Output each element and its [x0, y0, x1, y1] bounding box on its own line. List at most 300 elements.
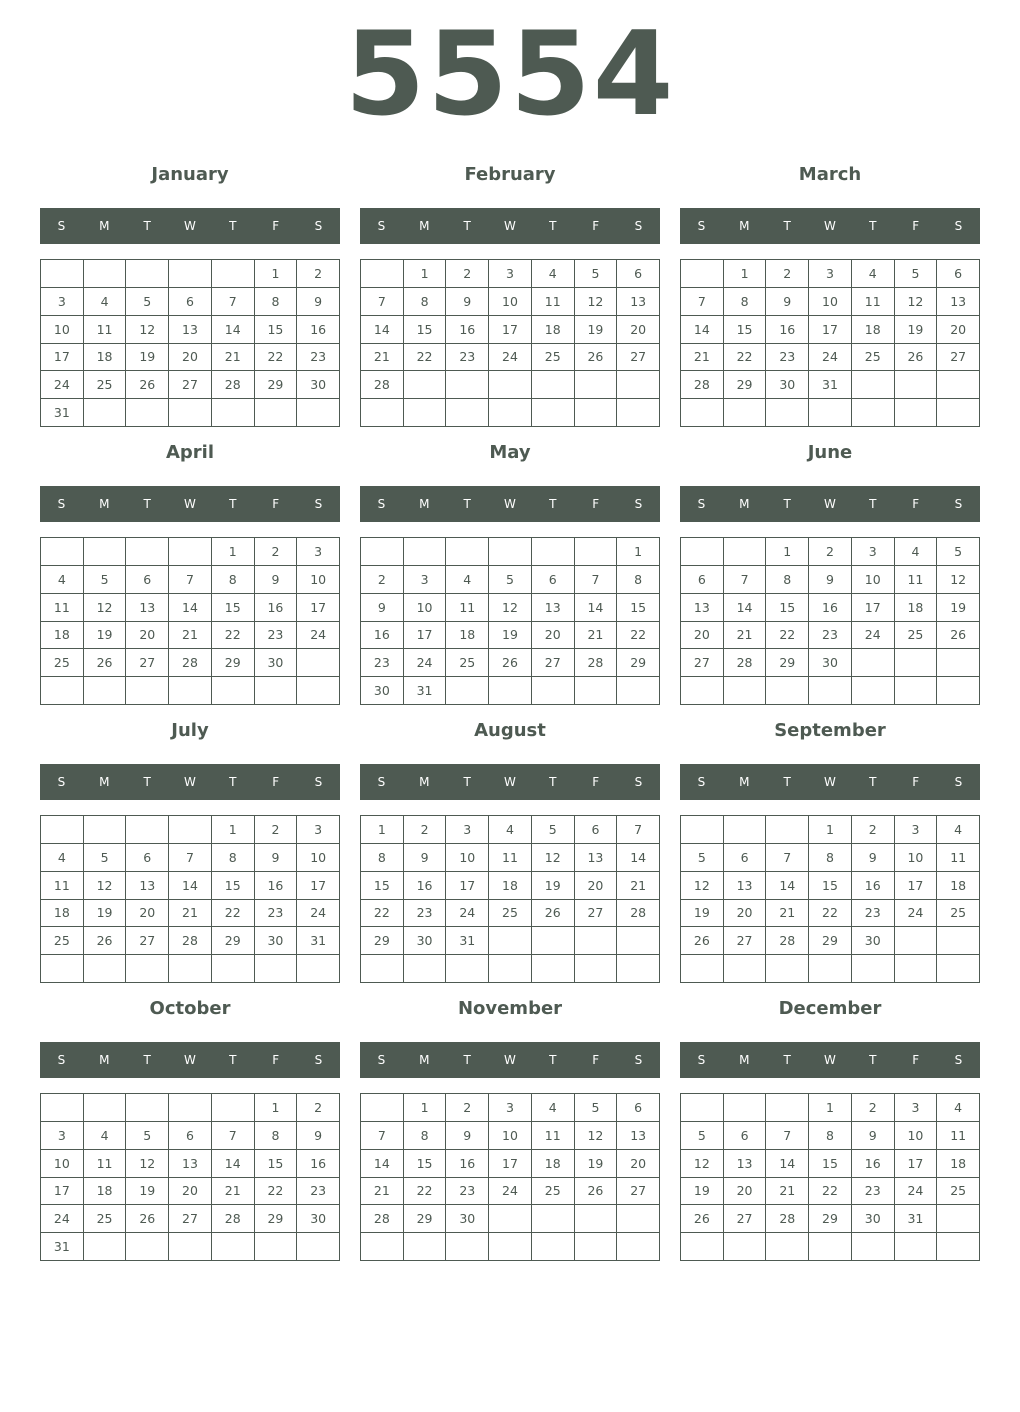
day-cell: 11 [84, 316, 127, 344]
weekday-header: S [954, 219, 963, 233]
empty-cell [937, 399, 980, 427]
day-cell: 10 [895, 1122, 938, 1150]
month-name: March [798, 164, 862, 185]
weekday-header: M [99, 1053, 110, 1067]
day-cell: 20 [126, 622, 169, 650]
day-cell: 18 [937, 1150, 980, 1178]
day-cell: 7 [681, 288, 724, 316]
day-cell: 3 [404, 566, 447, 594]
day-cell: 21 [169, 622, 212, 650]
weekday-header: F [592, 1053, 600, 1067]
day-cell: 18 [895, 594, 938, 622]
empty-cell [575, 1205, 618, 1233]
month-march [680, 160, 980, 430]
weekday-header: M [419, 1053, 430, 1067]
day-cell: 2 [404, 816, 447, 844]
empty-cell [681, 816, 724, 844]
day-cell: 29 [766, 649, 809, 677]
day-cell: 29 [809, 1205, 852, 1233]
day-cell: 4 [852, 260, 895, 288]
day-cell: 4 [446, 566, 489, 594]
weekday-header: T [463, 1053, 471, 1067]
day-cell: 14 [617, 844, 660, 872]
empty-cell [895, 1233, 938, 1261]
empty-cell [41, 677, 84, 705]
empty-cell [766, 1233, 809, 1261]
day-cell: 13 [575, 844, 618, 872]
day-cell: 16 [766, 316, 809, 344]
day-cell: 15 [212, 594, 255, 622]
day-cell: 17 [41, 1178, 84, 1206]
empty-cell [446, 677, 489, 705]
day-cell: 5 [84, 844, 127, 872]
empty-cell [41, 1094, 84, 1122]
year-title: 5554 [344, 7, 676, 142]
weekday-header: S [57, 1053, 66, 1067]
weekday-header: W [824, 775, 836, 789]
weekday-header: T [783, 219, 791, 233]
day-cell: 8 [361, 844, 404, 872]
weekday-header: F [592, 219, 600, 233]
day-cell: 1 [212, 538, 255, 566]
day-cell: 31 [895, 1205, 938, 1233]
day-cell: 30 [852, 927, 895, 955]
weekday-header: S [57, 497, 66, 511]
empty-cell [617, 1233, 660, 1261]
day-cell: 2 [297, 1094, 340, 1122]
day-cell: 7 [766, 1122, 809, 1150]
day-cell: 25 [532, 1178, 575, 1206]
day-cell: 24 [895, 900, 938, 928]
weekday-header: W [504, 1053, 516, 1067]
day-cell: 21 [169, 900, 212, 928]
day-cell: 12 [489, 594, 532, 622]
month-name: October [149, 998, 231, 1019]
empty-cell [212, 1233, 255, 1261]
day-cell: 12 [681, 872, 724, 900]
day-cell: 23 [809, 622, 852, 650]
day-cell: 24 [297, 900, 340, 928]
empty-cell [297, 677, 340, 705]
day-cell: 3 [809, 260, 852, 288]
empty-cell [169, 1094, 212, 1122]
weekday-header: T [229, 1053, 237, 1067]
day-cell: 8 [766, 566, 809, 594]
weekday-header: T [783, 775, 791, 789]
empty-cell [532, 1233, 575, 1261]
day-cell: 10 [809, 288, 852, 316]
day-cell: 26 [532, 900, 575, 928]
day-cell: 8 [212, 566, 255, 594]
day-cell: 21 [575, 622, 618, 650]
weekday-header: T [463, 219, 471, 233]
empty-cell [895, 927, 938, 955]
empty-cell [84, 955, 127, 983]
empty-cell [255, 955, 298, 983]
empty-cell [361, 1094, 404, 1122]
day-cell: 27 [169, 1205, 212, 1233]
day-cell: 11 [532, 1122, 575, 1150]
day-cell: 2 [361, 566, 404, 594]
month-name: February [464, 164, 556, 185]
day-cell: 3 [489, 1094, 532, 1122]
day-cell: 28 [766, 927, 809, 955]
day-cell: 20 [937, 316, 980, 344]
empty-cell [212, 955, 255, 983]
day-cell: 24 [297, 622, 340, 650]
day-cell: 14 [724, 594, 767, 622]
day-cell: 1 [361, 816, 404, 844]
weekday-header: W [504, 497, 516, 511]
empty-cell [937, 677, 980, 705]
day-cell: 19 [126, 1178, 169, 1206]
empty-cell [681, 1233, 724, 1261]
day-cell: 2 [446, 260, 489, 288]
month-name: July [171, 720, 209, 741]
empty-cell [937, 1233, 980, 1261]
day-cell: 1 [404, 260, 447, 288]
empty-cell [681, 399, 724, 427]
day-cell: 11 [937, 844, 980, 872]
day-cell: 27 [724, 1205, 767, 1233]
day-cell: 29 [255, 1205, 298, 1233]
day-cell: 5 [126, 288, 169, 316]
empty-cell [575, 927, 618, 955]
day-cell: 12 [681, 1150, 724, 1178]
weekday-header: S [634, 497, 643, 511]
day-cell: 26 [895, 344, 938, 372]
empty-cell [84, 816, 127, 844]
day-cell: 9 [297, 288, 340, 316]
day-cell: 14 [361, 1150, 404, 1178]
day-grid [360, 259, 660, 427]
day-cell: 18 [489, 872, 532, 900]
empty-cell [297, 955, 340, 983]
day-cell: 14 [575, 594, 618, 622]
weekday-header-bar [360, 1042, 660, 1078]
day-cell: 15 [212, 872, 255, 900]
day-cell: 3 [297, 538, 340, 566]
day-cell: 29 [724, 371, 767, 399]
empty-cell [617, 399, 660, 427]
weekday-header: F [272, 497, 280, 511]
day-cell: 25 [895, 622, 938, 650]
day-cell: 27 [126, 649, 169, 677]
day-cell: 7 [575, 566, 618, 594]
day-cell: 6 [681, 566, 724, 594]
day-cell: 26 [681, 927, 724, 955]
weekday-header: F [592, 775, 600, 789]
day-cell: 18 [532, 1150, 575, 1178]
day-cell: 1 [212, 816, 255, 844]
day-cell: 20 [681, 622, 724, 650]
day-cell: 23 [446, 344, 489, 372]
day-cell: 9 [297, 1122, 340, 1150]
empty-cell [212, 1094, 255, 1122]
day-cell: 6 [532, 566, 575, 594]
day-cell: 26 [937, 622, 980, 650]
empty-cell [404, 538, 447, 566]
day-cell: 8 [404, 288, 447, 316]
empty-cell [575, 399, 618, 427]
day-cell: 9 [809, 566, 852, 594]
weekday-header: S [954, 775, 963, 789]
day-cell: 4 [895, 538, 938, 566]
day-cell: 22 [724, 344, 767, 372]
day-cell: 14 [766, 872, 809, 900]
day-cell: 13 [532, 594, 575, 622]
empty-cell [809, 677, 852, 705]
empty-cell [489, 677, 532, 705]
day-cell: 21 [212, 344, 255, 372]
empty-cell [575, 955, 618, 983]
weekday-header: M [99, 219, 110, 233]
weekday-header: W [504, 219, 516, 233]
month-june [680, 438, 980, 708]
day-cell: 2 [255, 538, 298, 566]
day-cell: 16 [404, 872, 447, 900]
weekday-header: F [912, 1053, 920, 1067]
day-cell: 14 [212, 316, 255, 344]
day-cell: 13 [724, 872, 767, 900]
weekday-header: M [739, 1053, 750, 1067]
empty-cell [126, 955, 169, 983]
day-cell: 6 [169, 1122, 212, 1150]
empty-cell [126, 538, 169, 566]
day-grid [680, 1093, 980, 1261]
day-cell: 25 [84, 1205, 127, 1233]
day-cell: 17 [895, 872, 938, 900]
empty-cell [724, 399, 767, 427]
day-cell: 11 [937, 1122, 980, 1150]
day-cell: 15 [404, 316, 447, 344]
day-cell: 24 [895, 1178, 938, 1206]
month-name: November [457, 998, 563, 1019]
day-cell: 3 [895, 816, 938, 844]
day-cell: 26 [575, 344, 618, 372]
day-cell: 11 [852, 288, 895, 316]
day-cell: 13 [617, 1122, 660, 1150]
day-cell: 28 [766, 1205, 809, 1233]
day-cell: 18 [41, 900, 84, 928]
day-grid [360, 815, 660, 983]
empty-cell [255, 1233, 298, 1261]
day-cell: 10 [446, 844, 489, 872]
day-cell: 16 [255, 872, 298, 900]
weekday-header: T [229, 219, 237, 233]
month-name: April [165, 442, 215, 463]
empty-cell [724, 677, 767, 705]
day-cell: 8 [809, 844, 852, 872]
day-cell: 26 [84, 649, 127, 677]
day-cell: 10 [404, 594, 447, 622]
empty-cell [404, 399, 447, 427]
empty-cell [532, 399, 575, 427]
empty-cell [766, 955, 809, 983]
empty-cell [169, 399, 212, 427]
day-cell: 18 [446, 622, 489, 650]
day-cell: 4 [532, 260, 575, 288]
empty-cell [575, 371, 618, 399]
month-august [360, 716, 660, 986]
day-cell: 17 [404, 622, 447, 650]
day-cell: 6 [169, 288, 212, 316]
month-november [360, 994, 660, 1264]
day-cell: 11 [489, 844, 532, 872]
day-cell: 14 [766, 1150, 809, 1178]
day-cell: 13 [681, 594, 724, 622]
day-cell: 23 [255, 900, 298, 928]
day-cell: 22 [255, 344, 298, 372]
empty-cell [937, 955, 980, 983]
day-cell: 13 [126, 872, 169, 900]
day-cell: 23 [404, 900, 447, 928]
day-cell: 22 [212, 900, 255, 928]
day-cell: 18 [84, 344, 127, 372]
empty-cell [852, 399, 895, 427]
day-cell: 27 [724, 927, 767, 955]
day-cell: 14 [681, 316, 724, 344]
empty-cell [724, 816, 767, 844]
empty-cell [852, 1233, 895, 1261]
day-grid [40, 815, 340, 983]
day-grid [40, 1093, 340, 1261]
empty-cell [84, 260, 127, 288]
day-cell: 26 [126, 1205, 169, 1233]
day-cell: 24 [446, 900, 489, 928]
weekday-header: S [634, 1053, 643, 1067]
day-cell: 22 [212, 622, 255, 650]
weekday-header-bar [360, 764, 660, 800]
day-cell: 18 [532, 316, 575, 344]
day-cell: 22 [809, 1178, 852, 1206]
empty-cell [212, 677, 255, 705]
empty-cell [852, 649, 895, 677]
day-cell: 18 [41, 622, 84, 650]
day-cell: 21 [361, 344, 404, 372]
weekday-header: F [912, 497, 920, 511]
day-cell: 31 [41, 399, 84, 427]
day-cell: 6 [617, 1094, 660, 1122]
empty-cell [489, 538, 532, 566]
empty-cell [937, 649, 980, 677]
day-cell: 22 [255, 1178, 298, 1206]
day-cell: 30 [766, 371, 809, 399]
empty-cell [895, 399, 938, 427]
day-cell: 28 [575, 649, 618, 677]
weekday-header: W [184, 775, 196, 789]
day-cell: 22 [404, 344, 447, 372]
weekday-header: S [377, 219, 386, 233]
weekday-header-bar [680, 486, 980, 522]
day-cell: 16 [852, 872, 895, 900]
empty-cell [724, 538, 767, 566]
day-cell: 9 [255, 566, 298, 594]
weekday-header: T [783, 1053, 791, 1067]
empty-cell [724, 1094, 767, 1122]
day-cell: 19 [575, 316, 618, 344]
day-cell: 3 [446, 816, 489, 844]
day-cell: 1 [404, 1094, 447, 1122]
weekday-header: T [143, 775, 151, 789]
weekday-header: S [57, 775, 66, 789]
weekday-header: S [634, 219, 643, 233]
day-cell: 13 [126, 594, 169, 622]
day-cell: 10 [489, 1122, 532, 1150]
day-cell: 20 [575, 872, 618, 900]
empty-cell [361, 955, 404, 983]
empty-cell [937, 1205, 980, 1233]
month-july [40, 716, 340, 986]
empty-cell [617, 371, 660, 399]
empty-cell [126, 677, 169, 705]
weekday-header: T [869, 219, 877, 233]
day-cell: 21 [361, 1178, 404, 1206]
day-grid [40, 537, 340, 705]
empty-cell [532, 955, 575, 983]
empty-cell [895, 371, 938, 399]
empty-cell [126, 399, 169, 427]
month-february [360, 160, 660, 430]
day-cell: 19 [575, 1150, 618, 1178]
day-cell: 13 [617, 288, 660, 316]
day-cell: 28 [169, 927, 212, 955]
day-cell: 5 [575, 1094, 618, 1122]
day-cell: 7 [212, 288, 255, 316]
day-cell: 17 [489, 1150, 532, 1178]
day-cell: 14 [361, 316, 404, 344]
day-cell: 12 [575, 1122, 618, 1150]
day-cell: 3 [895, 1094, 938, 1122]
day-cell: 16 [852, 1150, 895, 1178]
day-cell: 17 [809, 316, 852, 344]
empty-cell [852, 371, 895, 399]
weekday-header: W [824, 1053, 836, 1067]
weekday-header: F [272, 219, 280, 233]
day-cell: 16 [809, 594, 852, 622]
month-name: June [807, 442, 853, 463]
day-cell: 17 [489, 316, 532, 344]
day-cell: 12 [937, 566, 980, 594]
empty-cell [169, 260, 212, 288]
day-cell: 5 [895, 260, 938, 288]
empty-cell [212, 399, 255, 427]
empty-cell [446, 1233, 489, 1261]
day-cell: 30 [297, 371, 340, 399]
day-cell: 24 [809, 344, 852, 372]
day-cell: 16 [297, 316, 340, 344]
empty-cell [895, 649, 938, 677]
day-cell: 10 [41, 316, 84, 344]
weekday-header: M [739, 775, 750, 789]
day-cell: 2 [809, 538, 852, 566]
day-cell: 12 [895, 288, 938, 316]
empty-cell [575, 677, 618, 705]
empty-cell [84, 1233, 127, 1261]
empty-cell [126, 816, 169, 844]
day-cell: 16 [361, 622, 404, 650]
day-cell: 1 [255, 1094, 298, 1122]
day-cell: 20 [126, 900, 169, 928]
month-name: August [474, 720, 546, 741]
day-cell: 15 [361, 872, 404, 900]
empty-cell [361, 538, 404, 566]
empty-cell [126, 1094, 169, 1122]
empty-cell [489, 927, 532, 955]
day-grid [360, 537, 660, 705]
day-cell: 4 [532, 1094, 575, 1122]
day-cell: 28 [724, 649, 767, 677]
